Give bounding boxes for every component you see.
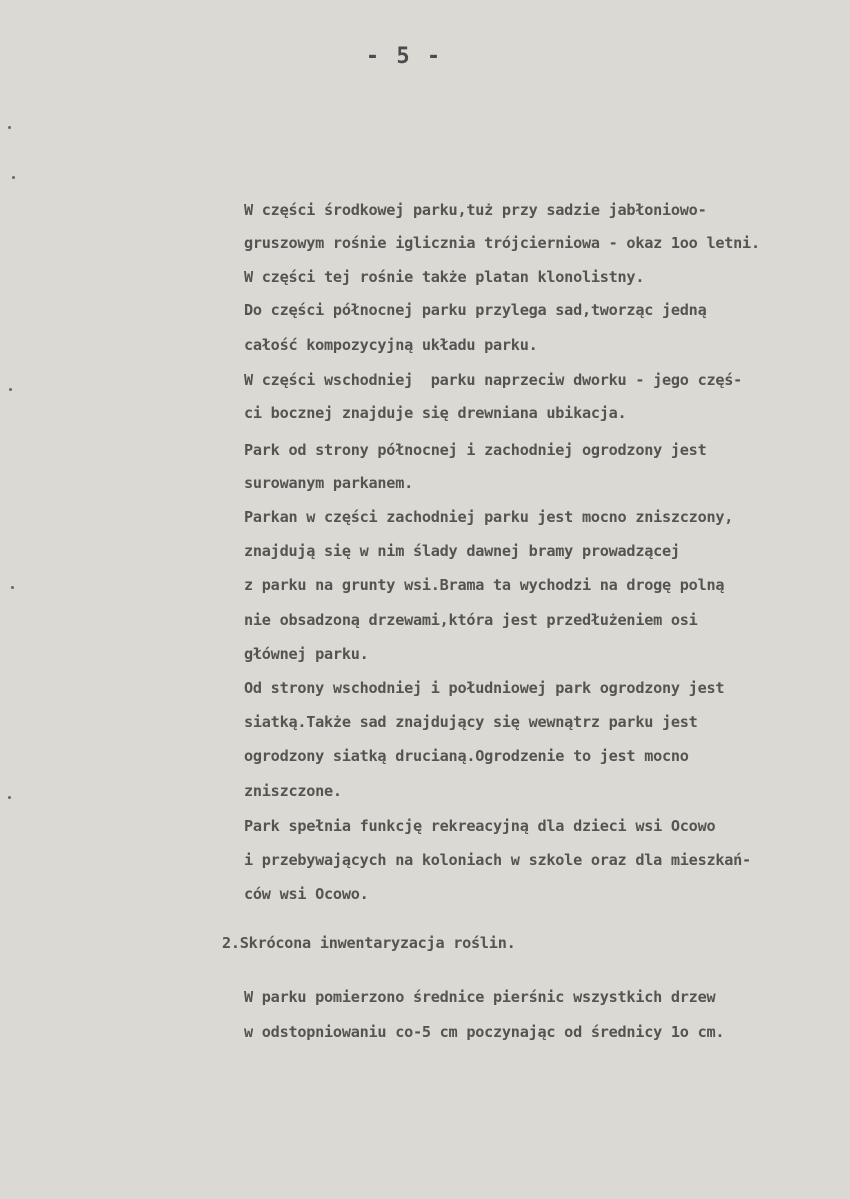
body-line: Parkan w części zachodniej parku jest mocno zniszczony, [244, 508, 734, 526]
margin-mark [11, 586, 14, 589]
margin-mark [9, 388, 12, 391]
body-line: Do części północnej parku przylega sad,tworząc jedną [244, 301, 707, 319]
body-line: ogrodzony siatką drucianą.Ogrodzenie to jest mocno [244, 747, 689, 765]
body-line: całość kompozycyjną układu parku. [244, 336, 538, 354]
body-line: surowanym parkanem. [244, 474, 413, 492]
body-line: W części środkowej parku,tuż przy sadzie jabłoniowo- [244, 201, 707, 219]
body-line: z parku na grunty wsi.Brama ta wychodzi na drogę polną [244, 576, 725, 594]
margin-mark [12, 176, 15, 179]
body-line: W części wschodniej parku naprzeciw dworku - jego częś- [244, 371, 743, 389]
body-line: i przebywających na koloniach w szkole oraz dla mieszkań- [244, 851, 751, 869]
body-line: Park od strony północnej i zachodniej ogrodzony jest [244, 441, 707, 459]
section-heading: 2.Skrócona inwentaryzacja roślin. [222, 934, 516, 952]
margin-mark [8, 126, 11, 129]
margin-mark [8, 796, 11, 799]
body-line: ców wsi Ocowo. [244, 885, 369, 903]
page-number: - 5 - [365, 44, 443, 69]
body-line: W części tej rośnie także platan klonolistny. [244, 268, 645, 286]
body-line: nie obsadzoną drzewami,która jest przedłużeniem osi [244, 611, 698, 629]
body-line: zniszczone. [244, 782, 342, 800]
body-line: Od strony wschodniej i południowej park ogrodzony jest [244, 679, 725, 697]
body-line: głównej parku. [244, 645, 369, 663]
body-line: w odstopniowaniu co-5 cm poczynając od średnicy 1o cm. [244, 1023, 725, 1041]
body-line: W parku pomierzono średnice pierśnic wszystkich drzew [244, 988, 716, 1006]
body-line: gruszowym rośnie iglicznia trójcierniowa - okaz 1oo letni. [244, 234, 760, 252]
body-line: ci bocznej znajduje się drewniana ubikacja. [244, 404, 627, 422]
body-line: znajdują się w nim ślady dawnej bramy prowadzącej [244, 542, 680, 560]
body-line: Park spełnia funkcję rekreacyjną dla dzieci wsi Ocowo [244, 817, 716, 835]
body-line: siatką.Także sad znajdujący się wewnątrz parku jest [244, 713, 698, 731]
